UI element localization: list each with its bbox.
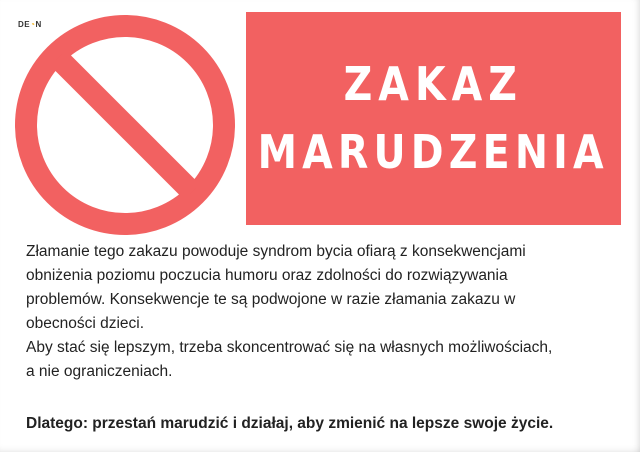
description-line: problemów. Konsekwencje te są podwojone w razie złamania zakazu w	[26, 291, 516, 308]
conclusion-text: Dlatego: przestań marudzić i działaj, aby zmienić na lepsze swoje życie.	[26, 415, 554, 432]
logo-text-right: N	[35, 20, 42, 29]
banner-title-line1: ZAKAZ	[343, 56, 524, 111]
description-line: a nie ograniczeniach.	[26, 363, 173, 380]
description-text	[26, 240, 626, 384]
description-line: Aby stać się lepszym, trzeba skoncentrować się na własnych możliwościach,	[26, 339, 553, 356]
banner-sign	[246, 12, 621, 225]
description-line: obniżenia poziomu poczucia humoru oraz zdolności do rozwiązywania	[26, 267, 508, 284]
logo-dot: ◔	[30, 20, 36, 29]
description-line: Złamanie tego zakazu powoduje syndrom bycia ofiarą z konsekwencjami	[26, 243, 526, 260]
description-line: obecności dzieci.	[26, 315, 145, 332]
banner-title-line2: MARUDZENIA	[257, 124, 610, 179]
prohibition-icon	[14, 14, 236, 236]
logo-text-left: DE	[18, 20, 31, 29]
